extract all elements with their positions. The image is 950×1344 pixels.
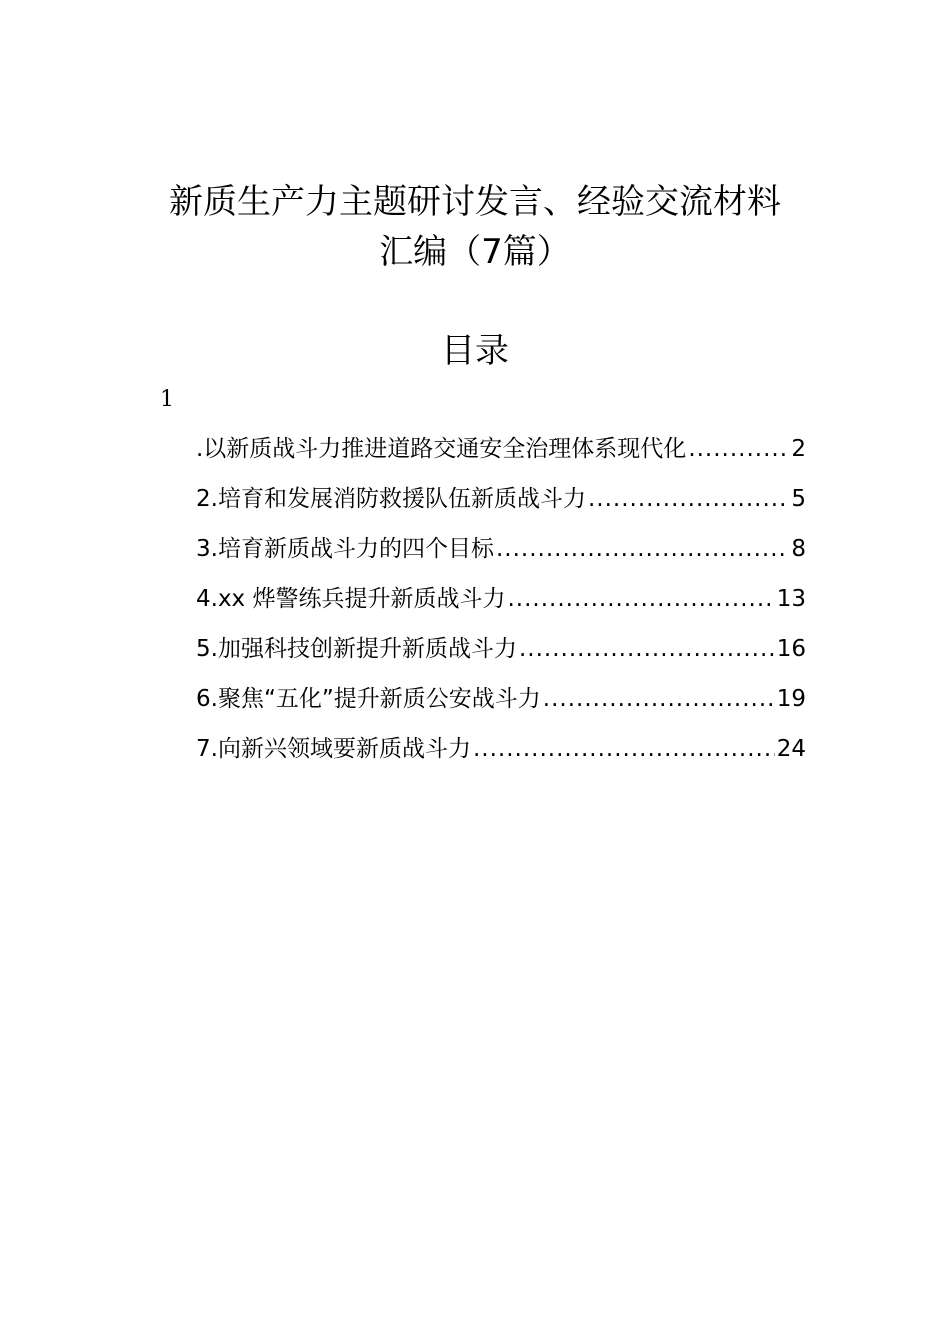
toc-entry-2[interactable] — [196, 476, 806, 526]
toc-entry-title: 7.向新兴领域要新质战斗力 — [196, 736, 471, 762]
toc-entry-title: 4.xx 烨警练兵提升新质战斗力 — [196, 586, 506, 612]
toc-page-number: 8 — [791, 536, 806, 562]
toc-dot-leader — [519, 626, 775, 672]
toc-page-number: 19 — [776, 686, 806, 712]
toc-entry-title: 3.培育新质战斗力的四个目标 — [196, 536, 494, 562]
document-title-line-2: 汇编（7篇） — [379, 232, 571, 272]
toc-entry-title: 5.加强科技创新提升新质战斗力 — [196, 636, 517, 662]
toc-page-number: 24 — [776, 736, 806, 762]
table-of-contents — [196, 426, 806, 776]
toc-entry-7[interactable] — [196, 726, 806, 776]
toc-dot-leader — [543, 676, 775, 722]
document-title-line-1: 新质生产力主题研讨发言、经验交流材料 — [169, 182, 781, 222]
toc-entry-title: 6.聚焦“五化”提升新质公安战斗力 — [196, 686, 541, 712]
toc-entry-5[interactable] — [196, 626, 806, 676]
stray-number: 1 — [160, 387, 174, 412]
toc-page-number: 13 — [776, 586, 806, 612]
toc-entry-1[interactable] — [196, 426, 806, 476]
toc-dot-leader — [496, 526, 789, 572]
toc-dot-leader — [588, 476, 789, 522]
toc-dot-leader — [473, 726, 775, 772]
toc-heading: 目录 — [441, 331, 509, 371]
toc-entry-3[interactable] — [196, 526, 806, 576]
toc-dot-leader — [688, 426, 789, 472]
toc-entry-4[interactable] — [196, 576, 806, 626]
toc-entry-6[interactable] — [196, 676, 806, 726]
toc-entry-title: 2.培育和发展消防救援队伍新质战斗力 — [196, 486, 586, 512]
toc-entry-title: .以新质战斗力推进道路交通安全治理体系现代化 — [196, 436, 687, 462]
toc-page-number: 16 — [776, 636, 806, 662]
toc-page-number: 2 — [791, 436, 806, 462]
toc-page-number: 5 — [791, 486, 806, 512]
toc-dot-leader — [507, 576, 774, 622]
